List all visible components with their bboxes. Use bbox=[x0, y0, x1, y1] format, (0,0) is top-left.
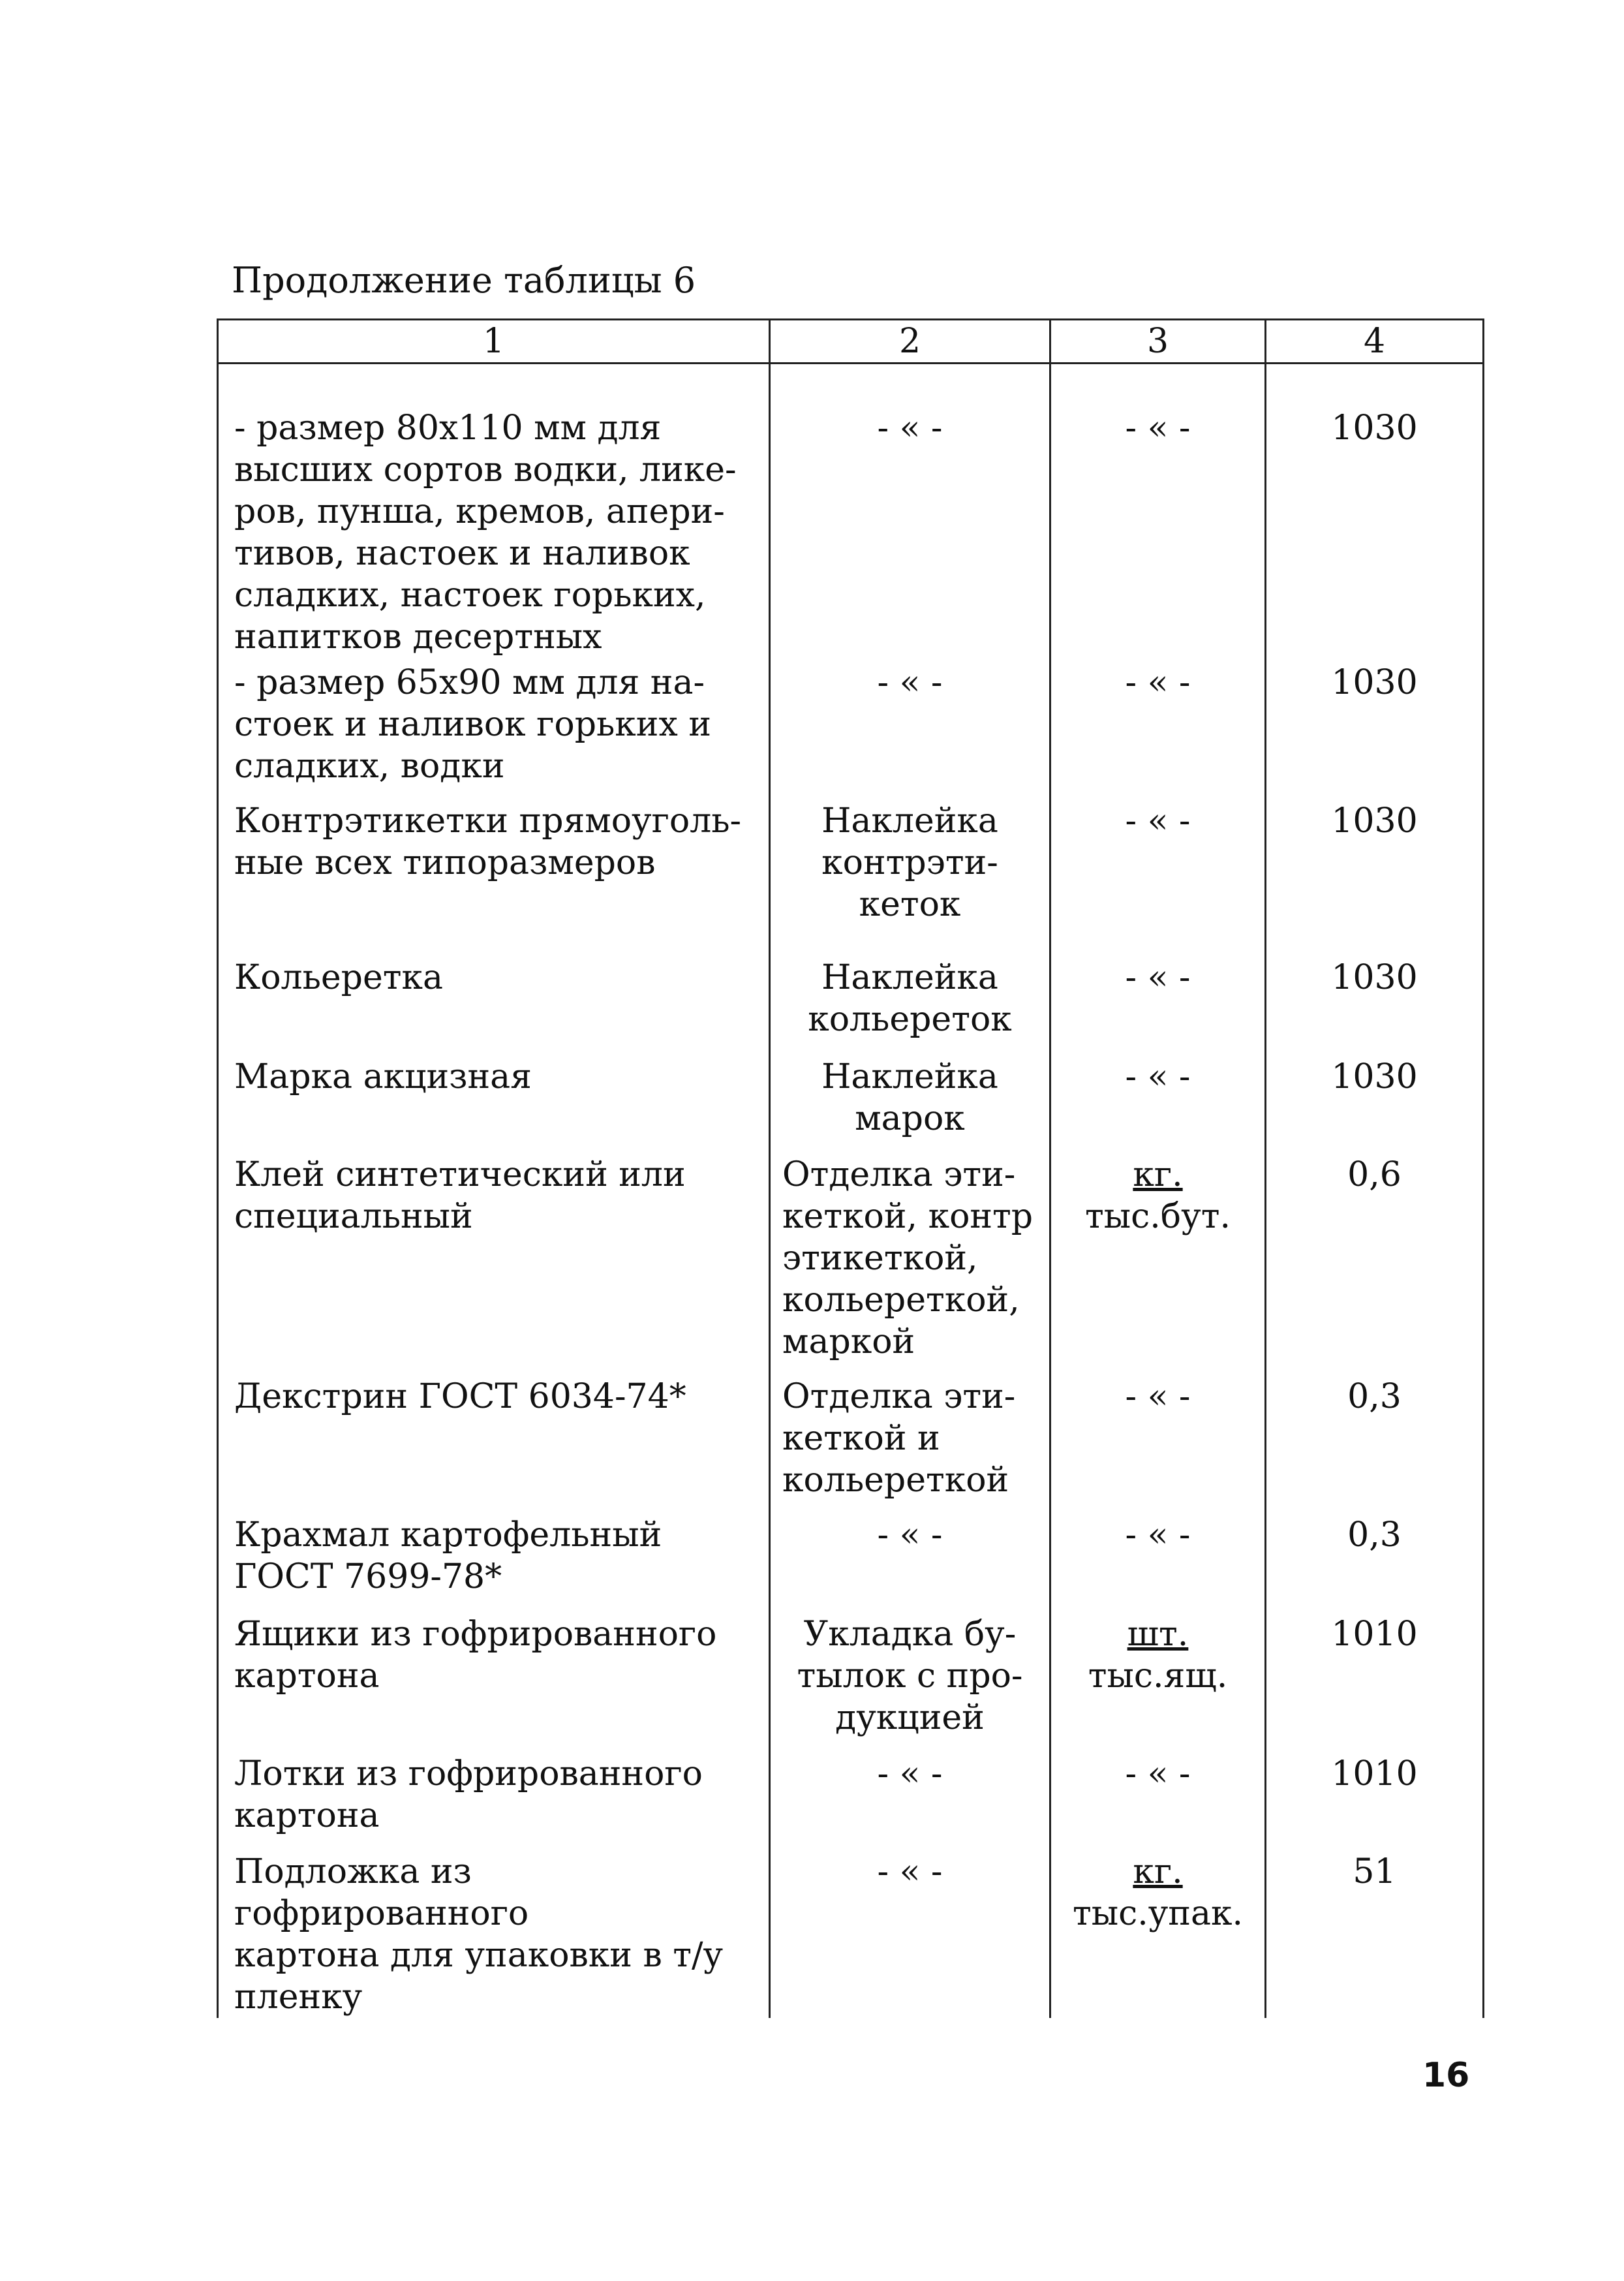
unit-denominator: тыс.упак. bbox=[1072, 1894, 1244, 1933]
material-name: Декстрин ГОСТ 6034-74* bbox=[234, 1377, 686, 1416]
cell-material-name bbox=[218, 796, 770, 953]
cell-operation bbox=[770, 1749, 1050, 1847]
cell-material-name bbox=[218, 658, 770, 796]
operation: Наклейка контрэти- кеток bbox=[821, 801, 998, 924]
cell-norm bbox=[1266, 796, 1484, 953]
column-header-4: 4 bbox=[1266, 320, 1484, 364]
page-number: 16 bbox=[1422, 2056, 1470, 2095]
table-caption: Продолжение таблицы 6 bbox=[232, 260, 696, 301]
unit-denominator: тыс.ящ. bbox=[1088, 1656, 1228, 1696]
unit-numerator: кг. bbox=[1133, 1155, 1183, 1194]
table-row bbox=[218, 1847, 1484, 2018]
cell-material-name bbox=[218, 1609, 770, 1749]
cell-material-name bbox=[218, 1372, 770, 1510]
table-row bbox=[218, 1372, 1484, 1510]
cell-unit bbox=[1050, 1052, 1266, 1150]
cell-operation bbox=[770, 1510, 1050, 1609]
cell-unit bbox=[1050, 1609, 1266, 1749]
cell-norm bbox=[1266, 658, 1484, 796]
cell-material-name bbox=[218, 1749, 770, 1847]
operation: - « - bbox=[877, 409, 943, 448]
norm-value: 1030 bbox=[1331, 409, 1418, 448]
unit-numerator: - « - bbox=[1125, 1057, 1191, 1096]
material-name: Лотки из гофрированного картона bbox=[234, 1754, 703, 1835]
cell-material-name bbox=[218, 1847, 770, 2018]
table-row bbox=[218, 796, 1484, 953]
unit-denominator: тыс.бут. bbox=[1084, 1197, 1231, 1236]
cell-unit bbox=[1050, 1749, 1266, 1847]
cell-operation bbox=[770, 953, 1050, 1052]
cell-norm bbox=[1266, 1510, 1484, 1609]
table-row bbox=[218, 1150, 1484, 1372]
norm-value: 1010 bbox=[1331, 1754, 1418, 1793]
cell-operation bbox=[770, 658, 1050, 796]
operation: Наклейка марок bbox=[821, 1057, 998, 1138]
operation: Наклейка кольереток bbox=[808, 958, 1012, 1039]
table-header-row bbox=[218, 320, 1484, 364]
unit-numerator: - « - bbox=[1125, 801, 1191, 841]
cell-unit bbox=[1050, 1150, 1266, 1372]
norm-value: 0,3 bbox=[1347, 1515, 1402, 1555]
cell-material-name bbox=[218, 1052, 770, 1150]
cell-unit bbox=[1050, 1847, 1266, 2018]
table-row bbox=[218, 364, 1484, 659]
cell-material-name bbox=[218, 953, 770, 1052]
table-row bbox=[218, 953, 1484, 1052]
cell-material-name bbox=[218, 1150, 770, 1372]
column-header-1: 1 bbox=[218, 320, 770, 364]
material-name: Кольеретка bbox=[234, 958, 443, 997]
cell-unit bbox=[1050, 658, 1266, 796]
column-header-3: 3 bbox=[1050, 320, 1266, 364]
cell-operation bbox=[770, 1847, 1050, 2018]
table-row bbox=[218, 1510, 1484, 1609]
norm-value: 1030 bbox=[1331, 663, 1418, 702]
norm-value: 1030 bbox=[1331, 801, 1418, 841]
operation: - « - bbox=[877, 1852, 943, 1891]
unit-numerator: - « - bbox=[1125, 958, 1191, 997]
cell-norm bbox=[1266, 1749, 1484, 1847]
unit-numerator: - « - bbox=[1125, 409, 1191, 448]
material-name: Клей синтетический или специальный bbox=[234, 1155, 686, 1236]
cell-operation bbox=[770, 1150, 1050, 1372]
operation: - « - bbox=[877, 1754, 943, 1793]
cell-unit bbox=[1050, 1510, 1266, 1609]
table-row bbox=[218, 1749, 1484, 1847]
material-name: Подложка из гофрированного картона для упаковки в т/у пленку bbox=[234, 1852, 724, 2017]
material-name: - размер 65x90 мм для на- стоек и наливок горьких и сладких, водки bbox=[234, 663, 711, 786]
cell-material-name bbox=[218, 364, 770, 659]
material-name: Ящики из гофрированного картона bbox=[234, 1615, 717, 1696]
cell-operation bbox=[770, 1609, 1050, 1749]
cell-norm bbox=[1266, 1847, 1484, 2018]
material-name: Контрэтикетки прямоуголь- ные всех типоразмеров bbox=[234, 801, 742, 882]
norm-value: 0,6 bbox=[1347, 1155, 1402, 1194]
cell-operation bbox=[770, 796, 1050, 953]
operation: Отделка эти- кеткой и кольереткой bbox=[782, 1377, 1016, 1500]
unit-numerator: кг. bbox=[1133, 1852, 1183, 1891]
operation: Укладка бу- тылок с про- дукцией bbox=[797, 1615, 1023, 1737]
cell-unit bbox=[1050, 1372, 1266, 1510]
column-header-2: 2 bbox=[770, 320, 1050, 364]
cell-operation bbox=[770, 1052, 1050, 1150]
norm-value: 1010 bbox=[1331, 1615, 1418, 1654]
cell-operation bbox=[770, 1372, 1050, 1510]
cell-unit bbox=[1050, 796, 1266, 953]
table-row bbox=[218, 658, 1484, 796]
table-row bbox=[218, 1609, 1484, 1749]
table-row bbox=[218, 1052, 1484, 1150]
cell-unit bbox=[1050, 953, 1266, 1052]
cell-norm bbox=[1266, 1150, 1484, 1372]
material-name: Марка акцизная bbox=[234, 1057, 532, 1096]
materials-table bbox=[217, 318, 1482, 2015]
unit-numerator: - « - bbox=[1125, 663, 1191, 702]
unit-numerator: шт. bbox=[1127, 1615, 1189, 1654]
cell-norm bbox=[1266, 1372, 1484, 1510]
cell-norm bbox=[1266, 1609, 1484, 1749]
norm-value: 51 bbox=[1353, 1852, 1396, 1891]
unit-numerator: - « - bbox=[1125, 1515, 1191, 1555]
material-name: Крахмал картофельный ГОСТ 7699-78* bbox=[234, 1515, 662, 1596]
cell-norm bbox=[1266, 1052, 1484, 1150]
norm-value: 0,3 bbox=[1347, 1377, 1402, 1416]
cell-unit bbox=[1050, 364, 1266, 659]
cell-norm bbox=[1266, 953, 1484, 1052]
material-name: - размер 80x110 мм для высших сортов водки, лике- ров, пунша, кремов, апери- тивов, настоек и наливок сладких, настоек горьких, напитков десертных bbox=[234, 409, 737, 657]
unit-numerator: - « - bbox=[1125, 1377, 1191, 1416]
operation: - « - bbox=[877, 1515, 943, 1555]
operation: - « - bbox=[877, 663, 943, 702]
operation: Отделка эти- кеткой, контр этикеткой, кольереткой, маркой bbox=[782, 1155, 1034, 1361]
norm-value: 1030 bbox=[1331, 958, 1418, 997]
unit-numerator: - « - bbox=[1125, 1754, 1191, 1793]
cell-operation bbox=[770, 364, 1050, 659]
cell-material-name bbox=[218, 1510, 770, 1609]
cell-norm bbox=[1266, 364, 1484, 659]
norm-value: 1030 bbox=[1331, 1057, 1418, 1096]
